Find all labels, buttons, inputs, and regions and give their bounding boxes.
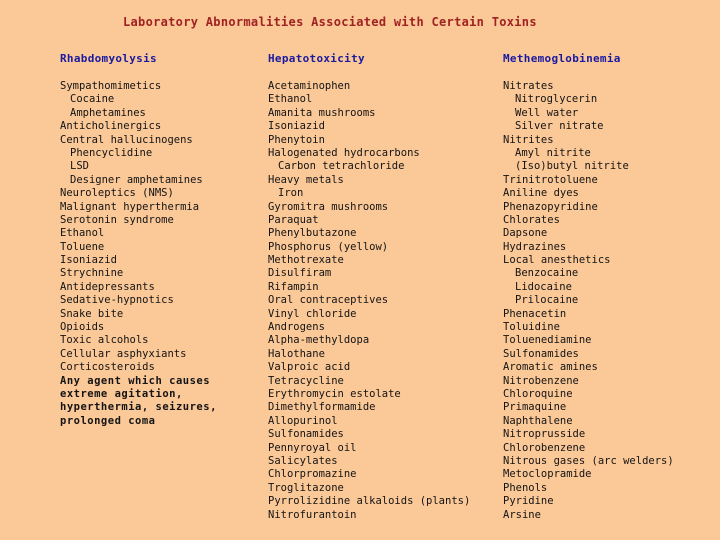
list-item: Chlorates — [503, 213, 560, 226]
list-item: Opioids — [60, 321, 105, 334]
list-item: Toluenediamine — [503, 334, 592, 347]
list-item: Phenylbutazone — [268, 227, 357, 240]
list-item: Any agent which causes — [60, 374, 211, 387]
list-item: Tetracycline — [268, 374, 344, 387]
list-item: Trinitrotoluene — [503, 173, 598, 186]
list-item: Oral contraceptives — [268, 294, 389, 307]
list-item: Allopurinol — [268, 414, 338, 427]
toxin-list-hepatotoxicity — [268, 80, 498, 522]
list-item: extreme agitation, — [60, 387, 183, 400]
list-item: Sulfonamides — [268, 428, 344, 441]
list-item: Aromatic amines — [503, 361, 598, 374]
list-item: Amanita mushrooms — [268, 106, 376, 119]
list-item: Naphthalene — [503, 414, 573, 427]
list-item: Androgens — [268, 321, 325, 334]
column-header-methemoglobinemia: Methemoglobinemia — [503, 52, 621, 65]
list-item: Chlorpromazine — [268, 468, 357, 481]
toxin-list-rhabdomyolysis — [60, 80, 260, 428]
list-item: prolonged coma — [60, 414, 156, 427]
column-hepatotoxicity — [268, 52, 498, 522]
list-item: Sulfonamides — [503, 347, 579, 360]
list-item: Prilocaine — [515, 294, 579, 307]
list-item: hyperthermia, seizures, — [60, 401, 217, 414]
list-item: Rifampin — [268, 280, 319, 293]
list-item: Phenacetin — [503, 307, 567, 320]
column-header-rhabdomyolysis: Rhabdomyolysis — [60, 52, 157, 65]
list-item: Strychnine — [60, 267, 124, 280]
list-item: Snake bite — [60, 307, 124, 320]
list-item: Well water — [515, 106, 579, 119]
list-item: Troglitazone — [268, 481, 344, 494]
list-item: Nitrites — [503, 133, 554, 146]
list-item: Heavy metals — [268, 173, 344, 186]
column-rhabdomyolysis — [60, 52, 260, 428]
list-item: Acetaminophen — [268, 80, 351, 92]
list-item: Salicylates — [268, 454, 338, 467]
column-header-hepatotoxicity: Hepatotoxicity — [268, 52, 365, 65]
list-item: Nitroprusside — [503, 428, 586, 441]
list-item: Lidocaine — [515, 280, 572, 293]
list-item: Isoniazid — [268, 120, 325, 133]
list-item: Alpha-methyldopa — [268, 334, 370, 347]
list-item: Aniline dyes — [503, 187, 579, 200]
list-item: Isoniazid — [60, 254, 117, 267]
list-item: Valproic acid — [268, 361, 351, 374]
column-methemoglobinemia — [503, 52, 713, 522]
list-item: Hydrazines — [503, 240, 567, 253]
list-item: Phenols — [503, 481, 548, 494]
list-item: Anticholinergics — [60, 120, 162, 133]
list-item: Serotonin syndrome — [60, 213, 174, 226]
list-item: Disulfiram — [268, 267, 332, 280]
list-item: (Iso)butyl nitrite — [515, 160, 629, 173]
list-item: Pyridine — [503, 495, 554, 508]
list-item: Toxic alcohols — [60, 334, 149, 347]
list-item: Neuroleptics (NMS) — [60, 187, 174, 200]
list-item: Benzocaine — [515, 267, 579, 280]
list-item: Iron — [278, 187, 304, 200]
list-item: LSD — [70, 160, 89, 173]
list-item: Dapsone — [503, 227, 548, 240]
list-item: Silver nitrate — [515, 120, 604, 133]
list-item: Gyromitra mushrooms — [268, 200, 389, 213]
list-item: Pyrrolizidine alkaloids (plants) — [268, 495, 471, 508]
list-item: Nitrous gases (arc welders) — [503, 454, 674, 467]
list-item: Sympathomimetics — [60, 80, 162, 92]
list-item: Primaquine — [503, 401, 567, 414]
list-item: Toluene — [60, 240, 105, 253]
list-item: Dimethylformamide — [268, 401, 376, 414]
list-item: Amphetamines — [70, 106, 146, 119]
list-item: Nitrobenzene — [503, 374, 579, 387]
list-item: Toluidine — [503, 321, 560, 334]
list-item: Carbon tetrachloride — [278, 160, 405, 173]
list-item: Methotrexate — [268, 254, 344, 267]
list-item: Phencyclidine — [70, 146, 153, 159]
list-item: Halothane — [268, 347, 325, 360]
page-title: Laboratory Abnormalities Associated with Certain Toxins — [123, 15, 537, 29]
list-item: Central hallucinogens — [60, 133, 193, 146]
list-item: Antidepressants — [60, 280, 155, 293]
list-item: Nitrates — [503, 80, 554, 92]
list-item: Phenazopyridine — [503, 200, 598, 213]
list-item: Sedative-hypnotics — [60, 294, 174, 307]
list-item: Erythromycin estolate — [268, 387, 401, 400]
list-item: Nitrofurantoin — [268, 508, 357, 521]
list-item: Amyl nitrite — [515, 146, 591, 159]
list-item: Cocaine — [70, 93, 115, 106]
list-item: Pennyroyal oil — [268, 441, 357, 454]
list-item: Malignant hyperthermia — [60, 200, 200, 213]
list-item: Chloroquine — [503, 387, 573, 400]
list-item: Metoclopramide — [503, 468, 592, 481]
toxin-list-methemoglobinemia — [503, 80, 713, 522]
list-item: Ethanol — [60, 227, 105, 240]
list-item: Cellular asphyxiants — [60, 347, 187, 360]
list-item: Corticosteroids — [60, 361, 155, 374]
list-item: Nitroglycerin — [515, 93, 598, 106]
list-item: Local anesthetics — [503, 254, 611, 267]
list-item: Chlorobenzene — [503, 441, 586, 454]
list-item: Phosphorus (yellow) — [268, 240, 389, 253]
list-item: Paraquat — [268, 213, 319, 226]
list-item: Halogenated hydrocarbons — [268, 146, 420, 159]
list-item: Arsine — [503, 508, 541, 521]
list-item: Designer amphetamines — [70, 173, 203, 186]
list-item: Vinyl chloride — [268, 307, 357, 320]
list-item: Phenytoin — [268, 133, 325, 146]
list-item: Ethanol — [268, 93, 313, 106]
